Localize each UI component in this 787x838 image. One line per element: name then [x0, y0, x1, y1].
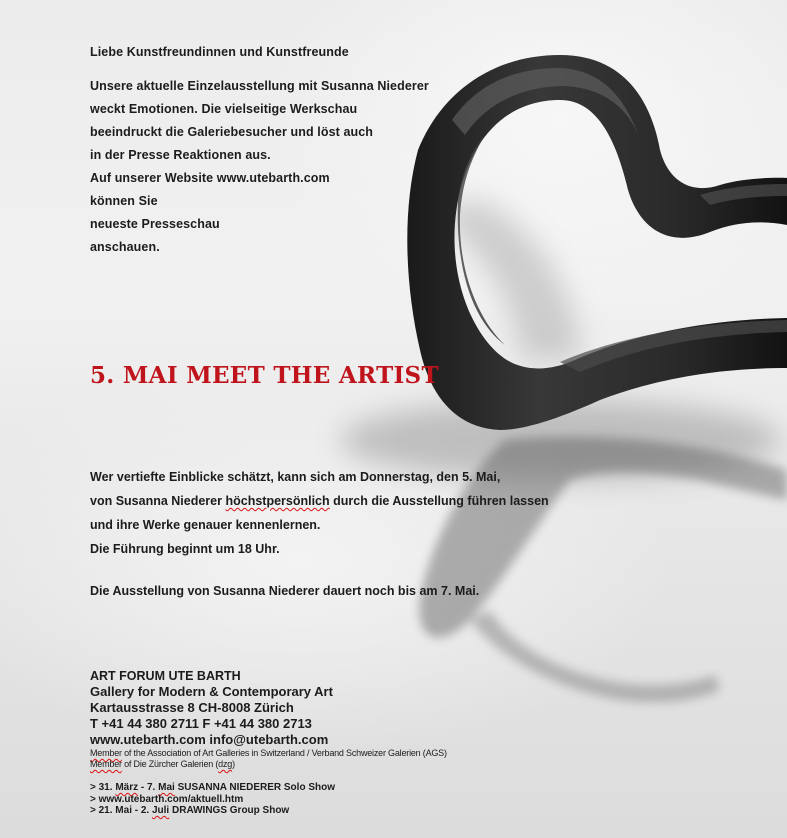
link-drawings-show[interactable]: [90, 805, 447, 817]
event-line: Wer vertiefte Einblicke schätzt, kann sich am Donnerstag, den 5. Mai,: [90, 470, 501, 484]
event-line: Die Ausstellung von Susanna Niederer dauert noch bis am 7. Mai.: [90, 584, 480, 598]
greeting: Liebe Kunstfreundinnen und Kunstfreunde: [90, 45, 349, 59]
event-line: Die Führung beginnt um 18 Uhr.: [90, 542, 280, 556]
intro-line: Unsere aktuelle Einzelausstellung mit Susanna Niederer: [90, 79, 429, 93]
spacer: [90, 561, 549, 579]
link-text: SUSANNA NIEDERER Solo Show: [174, 782, 335, 793]
spellcheck-word: höchstpersönlich: [225, 494, 330, 508]
gallery-tagline: Gallery for Modern & Contemporary Art: [90, 684, 333, 699]
gallery-phone: T +41 44 380 2711 F +41 44 380 2713: [90, 716, 312, 731]
spellcheck-word: dzg: [218, 759, 233, 769]
spellcheck-word: März: [115, 782, 139, 793]
contact-block: [90, 668, 447, 817]
event-line: [90, 489, 549, 513]
intro-line: können Sie: [90, 194, 158, 208]
membership-text: of the Association of Art Galleries in Switzerland / Verband Schweizer Galerien (AGS): [121, 748, 447, 758]
link-text: > 21. Mai - 2.: [90, 805, 152, 816]
intro-paragraph: [90, 75, 429, 259]
intro-line: weckt Emotionen. Die vielseitige Werkschau: [90, 102, 358, 116]
link-text: - 7.: [138, 782, 159, 793]
spellcheck-word: Juli: [151, 805, 170, 816]
event-paragraph: [90, 465, 549, 603]
gallery-web-email[interactable]: www.utebarth.com info@utebarth.com: [90, 732, 329, 747]
intro-line: beeindruckt die Galeriebesucher und löst auch: [90, 125, 374, 139]
membership-ags: [90, 748, 447, 759]
link-text: DRAWINGS Group Show: [169, 805, 290, 816]
link-aktuell[interactable]: > www.utebarth.com/aktuell.htm: [90, 793, 244, 805]
intro-line: neueste Presseschau: [90, 217, 220, 231]
intro-line: in der Presse Reaktionen aus.: [90, 148, 271, 162]
gallery-address: Kartausstrasse 8 CH-8008 Zürich: [90, 700, 294, 715]
event-line-text: durch die Ausstellung führen lassen: [329, 494, 549, 508]
event-headline: 5. MAI MEET THE ARTIST: [90, 362, 439, 389]
event-line: und ihre Werke genauer kennenlernen.: [90, 518, 321, 532]
event-line-text: von Susanna Niederer: [90, 494, 226, 508]
membership-text: ): [232, 759, 235, 769]
membership-dzg: [90, 759, 447, 770]
gallery-name: ART FORUM UTE BARTH: [90, 669, 241, 683]
link-text: > 31.: [90, 782, 116, 793]
spellcheck-word: Member: [90, 759, 122, 769]
sculpture-band: [407, 55, 787, 430]
link-solo-show[interactable]: [90, 782, 447, 794]
membership-text: of Die Zürcher Galerien (: [121, 759, 219, 769]
intro-line: anschauen.: [90, 240, 160, 254]
spacer: [90, 770, 447, 782]
intro-line: Auf unserer Website www.utebarth.com: [90, 171, 330, 185]
spellcheck-word: Mai: [158, 782, 175, 793]
spellcheck-word: Member: [90, 748, 122, 758]
